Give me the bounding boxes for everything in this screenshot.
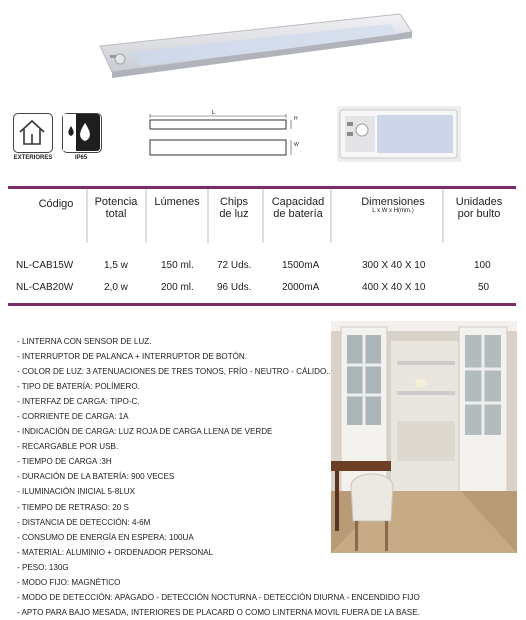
- house-icon: [13, 113, 53, 153]
- cell-r2-capacidad: 2000mA: [282, 282, 320, 293]
- list-item: - INTERRUPTOR DE PALANCA + INTERRUPTOR DE BOTÓN.: [17, 352, 248, 362]
- list-item: - APTO PARA BAJO MESADA, INTERIORES DE PLACARD O COMO LINTERNA MOVIL FUERA DE LA BASE.: [17, 607, 420, 617]
- cell-r2-codigo: NL-CAB20W: [16, 282, 74, 293]
- exteriores-label: EXTERIORES: [13, 155, 53, 161]
- cell-r1-capacidad: 1500mA: [282, 260, 320, 271]
- cell-r2-chips: 96 Uds.: [217, 282, 252, 293]
- list-item: - RECARGABLE POR USB.: [17, 442, 119, 452]
- list-item: - PESO: 130G: [17, 562, 69, 572]
- list-item: - MATERIAL: ALUMINIO + ORDENADOR PERSONAL: [17, 547, 214, 557]
- list-item: - CONSUMO DE ENERGÍA EN ESPERA: 100UA: [17, 532, 194, 542]
- feature-list: [17, 334, 420, 620]
- dimension-diagram: [146, 110, 302, 160]
- length-label: L: [212, 110, 216, 116]
- header-potencia: Potencia total: [94, 196, 138, 220]
- list-item: - INDICACIÓN DE CARGA: LUZ ROJA DE CARGA LLENA DE VERDE: [17, 427, 273, 437]
- width-label: W: [294, 142, 299, 148]
- cell-r1-potencia: 1,5 w: [104, 260, 128, 271]
- cell-r1-lumenes: 150 ml.: [161, 260, 194, 271]
- cell-r1-chips: 72 Uds.: [217, 260, 252, 271]
- height-label: H: [294, 116, 298, 122]
- list-item: - TIEMPO DE RETRASO: 20 S: [17, 502, 129, 512]
- table-bottom-rule: [8, 303, 516, 306]
- product-detail-image: [337, 106, 461, 162]
- list-item: - INTERFAZ DE CARGA: TIPO-C.: [17, 397, 140, 407]
- cell-r2-dimensiones: 400 X 40 X 10: [362, 282, 426, 293]
- header-lumenes: Lúmenes: [154, 196, 200, 208]
- header-chips: Chips de luz: [219, 196, 249, 220]
- list-item: - LINTERNA CON SENSOR DE LUZ.: [17, 337, 152, 346]
- list-item: - DURACIÓN DE LA BATERÍA: 900 VECES: [17, 472, 175, 482]
- header-unidades: Unidades por bulto: [455, 196, 503, 220]
- ip65-label: IP65: [74, 155, 88, 161]
- header-capacidad: Capacidad de batería: [271, 196, 325, 220]
- cell-r1-unidades: 100: [474, 260, 491, 271]
- header-dimensiones: Dimensiones: [361, 196, 425, 208]
- list-item: - MODO DE DETECCIÓN: APAGADO - DETECCIÓN NOCTURNA - DETECCIÓN DIURNA - ENCENDIDO FIJO: [17, 592, 420, 602]
- water-drops-icon: [62, 113, 102, 153]
- list-item: - MODO FIJO: MAGNÉTICO: [17, 577, 121, 587]
- list-item: - CORRIENTE DE CARGA: 1A: [17, 412, 129, 422]
- cell-r2-potencia: 2,0 w: [104, 282, 128, 293]
- list-item: - ILUMINACIÓN INICIAL 5-8LUX: [17, 487, 135, 497]
- list-item: - TIEMPO DE CARGA :3H: [17, 457, 112, 467]
- list-item: - DISTANCIA DE DETECCIÓN: 4-6M: [17, 517, 151, 527]
- header-dimensiones-units: L x W x H(mm.): [372, 208, 414, 214]
- cell-r1-dimensiones: 300 X 40 X 10: [362, 260, 426, 271]
- product-light-bar-image: [90, 4, 420, 84]
- cell-r2-unidades: 50: [478, 282, 490, 293]
- list-item: - TIPO DE BATERÍA: POLÍMERO.: [17, 382, 140, 392]
- list-item: - COLOR DE LUZ: 3 ATENUACIONES DE TRES TONOS, FRÍO - NEUTRO - CÁLIDO..: [17, 367, 331, 377]
- interior-room-photo: [331, 321, 517, 553]
- header-codigo: Código: [38, 198, 74, 210]
- table-column-separators: [0, 189, 526, 244]
- cell-r2-lumenes: 200 ml.: [161, 282, 194, 293]
- cell-r1-codigo: NL-CAB15W: [16, 260, 74, 271]
